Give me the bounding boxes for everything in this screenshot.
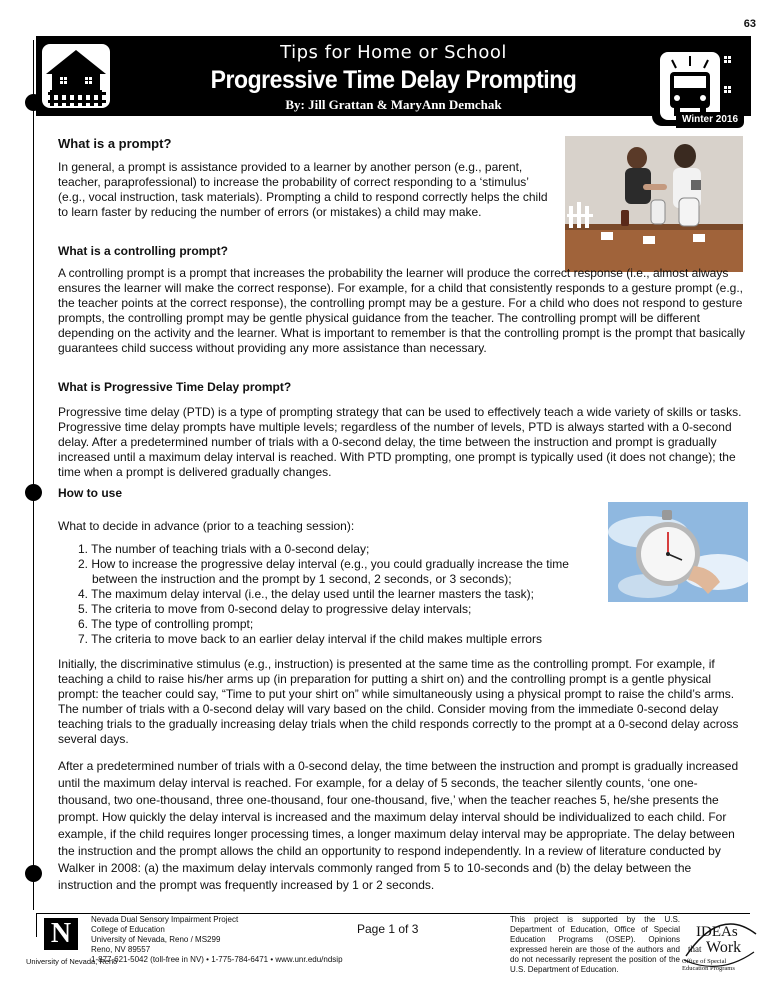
address-line: 1-877-621-5042 (toll-free in NV) • 1-775-784-6471 • www.unr.edu/ndsip (91, 955, 343, 964)
advance-decisions-list (78, 542, 606, 647)
season-badge: Winter 2016 (676, 112, 744, 128)
ideas-logo-top: IDEAs (696, 924, 738, 940)
heading-what-is-prompt: What is a prompt? (58, 136, 172, 151)
address-line: College of Education (91, 925, 165, 934)
address-line: Reno, NV 89557 (91, 945, 151, 954)
binder-dot (25, 94, 42, 111)
support-statement: This project is supported by the U.S. Department of Education, Office of Special Education Programs (OSEP). Opinions expressed herein are those of the authors and do not necessarily represent the position of the U.S. Department of Education. (510, 915, 680, 974)
ideas-logo-that: that (688, 944, 702, 954)
page-title: Progressive Time Delay Prompting (210, 66, 577, 94)
heading-ptd: What is Progressive Time Delay prompt? (58, 380, 292, 394)
unr-logo-icon: N (44, 918, 78, 950)
authors: By: Jill Grattan & MaryAnn Demchak (285, 97, 502, 112)
house-logo-icon (36, 36, 118, 116)
ptd-paragraph: Progressive time delay (PTD) is a type of prompting strategy that can be used to effectively teach a wide variety of skills or tasks. Progressive time delay prompts have multiple levels; regardless of the number of levels, PTD is always started with a 0-second delay. After a predetermined number of trials with a 0-second delay, the time between the instruction and prompt is gradually increased until a maximum delay interval is reached. With PTD prompting, one prompt is typically used (it does not change); the time when a prompt is delivered gradually changes. (58, 405, 742, 479)
list-item: 4. The maximum delay interval (i.e., the delay used until the learner masters the task); (78, 587, 534, 601)
list-item: 2. How to increase the progressive delay interval (e.g., you could gradually increase the time between the instruction and the prompt by 1 second, 2 seconds, or 3 seconds); (78, 557, 569, 586)
controlling-paragraph: A controlling prompt is a prompt that increases the probability the learner will produce the correct response (i.e., almost always ensures the learner will make the correct response). For example, for a child that consistently responds to a gesture prompt (e.g., the teacher points at the correct response), the controlling prompt may be a gesture. For a child who does not respond to gesture prompts, the controlling prompt may be gentle physical guidance from the teacher. The controlling prompt will be different depending on the activity and the learner. What is important to remember is that the controlling prompt is the prompt that basically guarantees child success without providing any more assistance than necessary. (58, 266, 746, 355)
heading-controlling-prompt: What is a controlling prompt? (58, 244, 228, 258)
list-item: 7. The criteria to move back to an earlier delay interval if the child makes multiple errors (78, 632, 542, 646)
stopwatch-photo (608, 502, 748, 602)
ideas-logo-line1: Office of Special (682, 958, 727, 965)
footer-address (91, 915, 343, 965)
binder-dot (25, 865, 42, 882)
ideas-logo-line2: Education Programs (682, 965, 735, 972)
footer-divider (36, 913, 750, 914)
binder-dot (25, 484, 42, 501)
address-line: University of Nevada, Reno / MS299 (91, 935, 221, 944)
list-item: 5. The criteria to move from 0-second delay to progressive delay intervals; (78, 602, 472, 616)
list-item: 1. The number of teaching trials with a 0-second delay; (78, 542, 370, 556)
page-counter: Page 1 of 3 (357, 922, 419, 936)
how-to-use-paragraph-2: After a predetermined number of trials with a 0-second delay, the time between the instruction and prompt is gradually increased until the maximum delay interval is reached. For example, for a delay of 5 seconds, the teacher silently counts, ‘one one-thousand, two one-thousand, three one-thousand, four one-thousand, five,’ when the teacher reaches 5, he/she presents the prompt. How quickly the delay interval is increased and the maximum delay interval should be individualized to each child. For example, if the child requires longer processing times, a longer maximum delay interval may be appropriate. The delay between the instruction and the prompt allows the child an opportunity to respond independently. In a review of literature conducted by Walker in 2008: (a) the maximum delay intervals commonly ranged from 5 to 10-seconds and (b) the delay between the instruction and the prompt was frequently increased by 1 or 2 seconds. (58, 759, 739, 892)
address-line: Nevada Dual Sensory Impairment Project (91, 915, 239, 924)
header-banner (36, 36, 751, 116)
ideas-that-work-logo-icon (680, 916, 760, 976)
unr-name: University of Nevada, Reno (26, 957, 118, 966)
footer-divider-vertical (36, 913, 37, 937)
ideas-logo-work: Work (706, 939, 742, 956)
page-number: 63 (743, 18, 756, 30)
list-item: 6. The type of controlling prompt; (78, 617, 254, 631)
how-to-use-paragraph-1: Initially, the discriminative stimulus (e.g., instruction) is presented at the same time as the controlling prompt. For example, if teaching a child to raise his/her arms up (in preparation for putting a shirt on) and the controlling prompt is a gentle physical prompt: the teacher could say, “Time to put your shirt on” while simultaneously using a physical prompt to raise the child’s arms. The number of trials with a 0-second delay will vary based on the child. Consider moving from the immediate 0-second delay teaching trials to the gradually increasing delay trials when the child responds correctly to the prompt at a 0-second delay across several days. (58, 657, 739, 746)
prompt-paragraph: In general, a prompt is assistance provided to a learner by another person (e.g., parent, teacher, paraprofessional) to increase the probability of correct responding to a ‘stimulus’ (e.g., vocal instruction, task materials). Prompting a child to respond correctly helps the child to learn faster by reducing the number of errors (or mistakes) a child may make. (58, 160, 548, 219)
left-border-line (33, 40, 34, 910)
header-subtitle: Tips for Home or School (280, 42, 507, 63)
how-to-use-intro: What to decide in advance (prior to a teaching session): (58, 519, 355, 533)
heading-how-to-use: How to use (58, 486, 123, 500)
